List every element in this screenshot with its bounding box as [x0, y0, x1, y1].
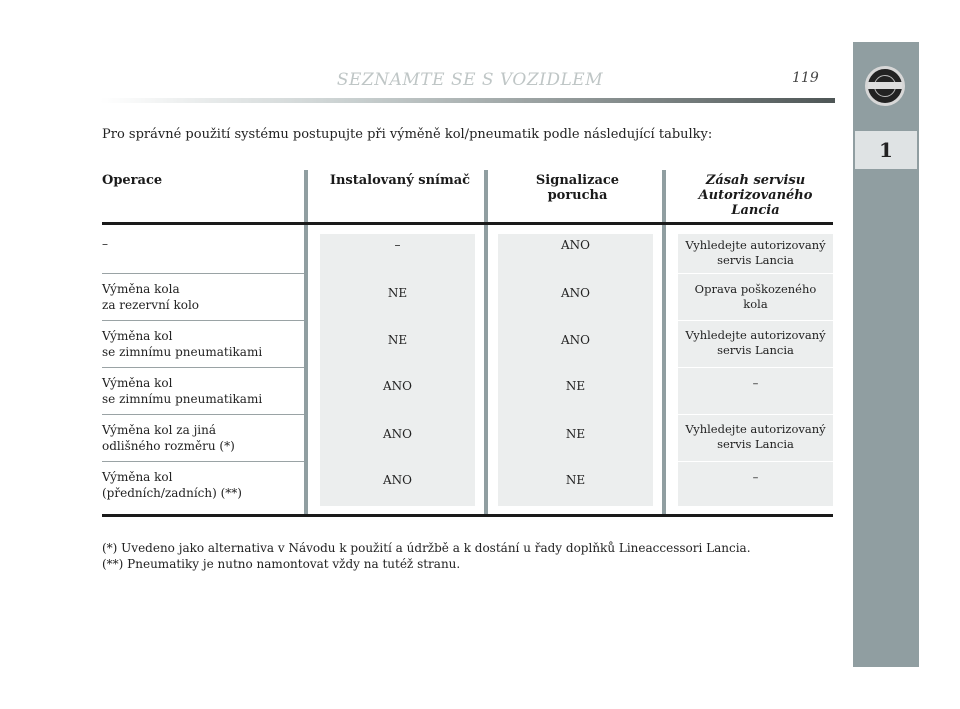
page-number: 119: [792, 70, 819, 86]
signal-cell: NE: [565, 379, 586, 393]
row-divider: [678, 273, 833, 274]
lancia-logo-icon: [865, 66, 905, 106]
signal-cell: NE: [565, 427, 586, 441]
logo-banner: [868, 82, 902, 89]
service-cell: [678, 282, 833, 312]
row-divider: [102, 461, 304, 462]
section-title: SEZNAMTE SE S VOZIDLEM: [336, 70, 604, 90]
operation-line2: odlišného rozměru (*): [102, 439, 235, 453]
col-header-operation: Operace: [102, 173, 163, 188]
signal-cell: NE: [565, 473, 586, 487]
signal-cell: ANO: [560, 238, 590, 252]
sensor-cell: NE: [387, 333, 408, 347]
service-line1: Vyhledejte autorizovaný: [685, 422, 826, 436]
signal-cell: ANO: [560, 333, 590, 347]
col-header-service: [678, 173, 833, 218]
service-line2: servis Lancia: [717, 437, 794, 451]
intro-text: Pro správné použití systému postupujte při výměně kol/pneumatik podle následující tabulky:: [102, 127, 713, 142]
service-line1: –: [752, 376, 759, 390]
service-line1: Vyhledejte autorizovaný: [685, 328, 826, 342]
operation-line1: Výměna kol: [102, 376, 173, 390]
service-line1: Oprava poškozeného: [694, 282, 817, 296]
row-divider: [678, 461, 833, 462]
sensor-cell: –: [394, 238, 401, 252]
operation-line2: se zimnímu pneumatikami: [102, 392, 263, 406]
sensor-cell: ANO: [382, 379, 412, 393]
col-header-service-line3: Lancia: [731, 203, 780, 218]
service-line2: servis Lancia: [717, 343, 794, 357]
table-row-operation: [102, 422, 235, 454]
table-row-operation: [102, 236, 108, 252]
service-line2: servis Lancia: [717, 253, 794, 267]
service-line2: kola: [743, 297, 768, 311]
table-bottom-rule: [102, 514, 833, 517]
service-line1: Vyhledejte autorizovaný: [685, 238, 826, 252]
col-header-service-line2: Autorizovaného: [698, 188, 813, 203]
col-header-signal-line1: Signalizace: [535, 173, 620, 188]
col-header-signal: [500, 173, 655, 203]
operation-line2: (předních/zadních) (**): [102, 486, 242, 500]
sensor-cell: NE: [387, 286, 408, 300]
header-rule: [100, 98, 835, 103]
service-cell: [678, 470, 833, 485]
sensor-column-bg: [320, 234, 475, 506]
col-header-signal-line2: porucha: [547, 188, 608, 203]
row-divider: [102, 320, 304, 321]
service-cell: [678, 422, 833, 452]
operation-line1: Výměna kola: [102, 282, 180, 296]
chapter-number[interactable]: 1: [855, 131, 917, 169]
operation-line1: Výměna kol za jiná: [102, 423, 217, 437]
sensor-cell: ANO: [382, 427, 412, 441]
row-divider: [102, 367, 304, 368]
signal-column-bg: [498, 234, 653, 506]
row-divider: [102, 414, 304, 415]
service-cell: [678, 376, 833, 391]
footnote-2: (**) Pneumatiky je nutno namontovat vždy na tutéž stranu.: [102, 557, 461, 571]
service-line1: –: [752, 470, 759, 484]
operation-line2: za rezervní kolo: [102, 298, 200, 312]
service-cell: [678, 328, 833, 358]
row-divider: [678, 414, 833, 415]
row-divider: [678, 367, 833, 368]
operation-line2: se zimnímu pneumatikami: [102, 345, 263, 359]
operation-line1: –: [102, 237, 108, 251]
row-divider: [102, 273, 304, 274]
sensor-cell: ANO: [382, 473, 412, 487]
operation-line1: Výměna kol: [102, 329, 173, 343]
footnote-1: (*) Uvedeno jako alternativa v Návodu k použití a údržbě a k dostání u řady doplňků Lineaccessori Lancia.: [102, 541, 751, 555]
service-cell: [678, 238, 833, 268]
table-header-rule: [102, 222, 833, 225]
table-row-operation: [102, 469, 242, 501]
table-row-operation: [102, 328, 262, 360]
row-divider: [678, 320, 833, 321]
col-header-service-line1: Zásah servisu: [705, 173, 806, 188]
operation-line1: Výměna kol: [102, 470, 173, 484]
table-row-operation: [102, 281, 199, 313]
signal-cell: ANO: [560, 286, 590, 300]
service-column-bg: [678, 234, 833, 506]
col-header-installed-sensor: Instalovaný snímač: [329, 173, 471, 188]
table-row-operation: [102, 375, 262, 407]
